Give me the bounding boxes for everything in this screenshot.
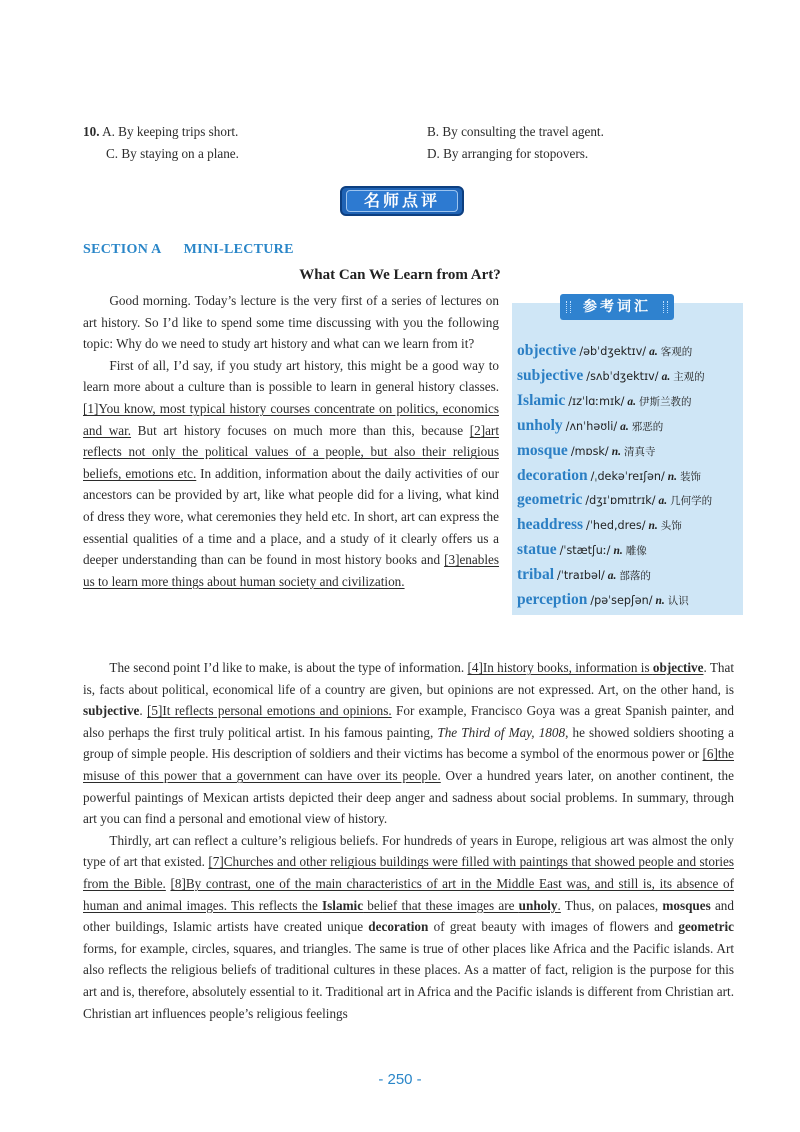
vocab-part-of-speech: n. xyxy=(613,545,623,558)
text-run: [4]In history books, information is xyxy=(467,660,653,675)
vocab-pronunciation: /ʌnˈhəʊli/ xyxy=(565,419,618,433)
text-run: . xyxy=(557,897,561,913)
vocab-item-unholy xyxy=(517,417,663,435)
answer-7: [7]Churches and other religious buildings were filled with paintings that showed people and stories from the Bible. xyxy=(83,854,734,891)
text-run: For example, Francisco Goya was a great Spanish painter, and also perhaps the first truly political artist. In his famous painting, xyxy=(83,703,734,740)
vocab-meaning: 伊斯兰教的 xyxy=(639,395,692,408)
vocab-part-of-speech: n. xyxy=(611,445,621,458)
section-banner xyxy=(340,186,464,216)
answer-5: [5]It reflects personal emotions and opinions. xyxy=(147,703,392,719)
vocab-pronunciation: /sʌbˈdʒektɪv/ xyxy=(586,369,659,383)
text-run: Over a hundred years later, on another continent, the powerful paintings of Mexican artists depicted their deep anger and sadness about social problems. In summary, through art you can find a personal and emotional view of history. xyxy=(83,767,734,827)
lecture-title: What Can We Learn from Art? xyxy=(299,267,501,283)
paragraph-4 xyxy=(83,830,734,1024)
option-b: B. By consulting the travel agent. xyxy=(427,124,604,139)
painting-title: The Third of May, 1808 xyxy=(437,724,566,740)
vocab-word: decoration xyxy=(517,466,588,484)
vocab-meaning: 雕像 xyxy=(625,545,647,558)
section-label: SECTION A xyxy=(83,242,162,257)
keyword-unholy: unholy xyxy=(518,897,558,913)
vocab-item-objective xyxy=(517,342,692,360)
option-c: C. By staying on a plane. xyxy=(106,146,239,161)
text-run: belief that these images are xyxy=(363,897,519,913)
page-number: - 250 - xyxy=(378,1071,422,1088)
vocab-pronunciation: /əbˈdʒektɪv/ xyxy=(579,345,647,358)
vocabulary-box xyxy=(512,299,743,615)
answer-6: [6]the misuse of this power that a government can have over its people. xyxy=(83,746,734,783)
vocab-part-of-speech: a. xyxy=(649,346,658,358)
keyword-objective: objective xyxy=(652,660,704,675)
main-text xyxy=(83,657,734,1024)
text-run: [8]By contrast, one of the main characteristics of art in the Middle East was, and still is, its absence of human and animal images. This reflects the xyxy=(83,875,734,913)
vocab-pronunciation: /ɪzˈlɑːmɪk/ xyxy=(568,394,625,408)
vocab-word: perception xyxy=(517,591,588,608)
vocab-pronunciation: /mɒsk/ xyxy=(570,444,609,458)
vocab-word: mosque xyxy=(517,441,568,459)
vocab-item-headdress xyxy=(517,516,682,534)
vocab-pronunciation: /ˈtraɪbəl/ xyxy=(557,569,605,583)
vocab-word: statue xyxy=(517,541,557,559)
text-run: . That is, facts about political, economical life of a country are given, but opinions are not expressed. Art, on the other hand, is xyxy=(83,660,734,697)
option-a: A. By keeping trips short. xyxy=(102,124,239,139)
text-run: , he showed soldiers shooting a group of simple people. His description of soldiers and their victims has become a symbol of the enormous power or xyxy=(83,724,734,762)
vocab-word: unholy xyxy=(517,416,563,434)
vocab-item-mosque xyxy=(517,442,655,460)
paragraph-2 xyxy=(83,355,499,593)
keyword-mosques: mosques xyxy=(662,897,711,913)
intro-column xyxy=(83,290,499,592)
vocab-part-of-speech: n. xyxy=(648,520,658,533)
vocab-meaning: 清真寺 xyxy=(623,445,656,458)
text-run: In addition, information about the daily activities of our ancestors can be provided by art, like what people did for a living, what kind of dress they wore, what ceremonies they held etc. In short, art can express the essential qualities of a time and a place, and a study of it clearly offers us a deeper understanding than can be found in most history books and xyxy=(83,465,500,568)
section-heading xyxy=(83,242,294,258)
vocab-word: tribal xyxy=(517,566,555,584)
vocab-part-of-speech: n. xyxy=(667,470,678,483)
vocab-item-perception xyxy=(517,591,689,609)
vocab-meaning: 邪恶的 xyxy=(631,420,664,433)
keyword-decoration: decoration xyxy=(368,919,429,935)
vocab-word: Islamic xyxy=(517,391,566,409)
keyword-subjective: subjective xyxy=(83,703,140,719)
vocab-meaning: 认识 xyxy=(667,595,689,607)
vocab-part-of-speech: n. xyxy=(655,595,665,607)
option-d: D. By arranging for stopovers. xyxy=(427,146,589,161)
answer-1: [1]You know, most typical history courses concentrate on politics, economics and war. xyxy=(83,400,499,438)
paragraph-3 xyxy=(83,657,734,830)
banner-label: 名师点评 xyxy=(346,190,458,212)
vocab-part-of-speech: a. xyxy=(661,370,671,383)
answer-3: [3]enables us to learn more things about human society and civilization. xyxy=(83,552,499,589)
text-run: of great beauty with images of flowers and xyxy=(428,919,679,935)
vocab-item-tribal xyxy=(517,566,651,584)
vocab-word: subjective xyxy=(517,366,584,384)
vocab-meaning: 装饰 xyxy=(680,470,702,483)
vocab-meaning: 主观的 xyxy=(673,370,705,383)
answer-2: [2]art reflects not only the political values of a people, but also their religious beliefs, emotions etc. xyxy=(83,422,499,481)
vocab-part-of-speech: a. xyxy=(620,420,629,433)
keyword-geometric: geometric xyxy=(678,919,734,935)
vocab-word: objective xyxy=(517,342,577,359)
vocab-pronunciation: /ˌdekəˈreɪʃən/ xyxy=(590,469,665,483)
text-run: . xyxy=(139,703,148,719)
vocab-item-geometric xyxy=(517,491,712,509)
text-run: Thirdly, art can reflect a culture’s religious beliefs. For hundreds of years in Europe, religious art was almost the only type of art that existed. xyxy=(83,832,734,870)
vocab-meaning: 几何学的 xyxy=(670,495,713,508)
vocab-pronunciation: /pəˈsepʃən/ xyxy=(590,594,653,607)
option-line-1 xyxy=(83,122,238,142)
question-number: 10. xyxy=(83,124,100,139)
vocab-pronunciation: /ˈhed,dres/ xyxy=(586,519,646,533)
vocab-pronunciation: /ˈstætʃuː/ xyxy=(559,544,611,558)
vocab-meaning: 头饰 xyxy=(660,520,682,533)
paragraph-1: Good morning. Today’s lecture is the very first of a series of lectures on art history. So I’d like to spend some time discussing with you the following topic: Why do we need to study art history and what can we learn from it? xyxy=(83,293,499,352)
vocab-meaning: 客观的 xyxy=(660,346,693,358)
vocab-item-decoration xyxy=(517,467,701,485)
vocab-item-subjective xyxy=(517,367,705,385)
text-run: The second point I’d like to make, is about the type of information. xyxy=(109,660,468,675)
text-run: But art history focuses on much more than this, because xyxy=(131,422,470,438)
vocab-part-of-speech: a. xyxy=(658,495,668,508)
vocab-word: geometric xyxy=(517,491,583,509)
vocab-word: headdress xyxy=(517,516,584,534)
text-run: First of all, I’d say, if you study art history, this might be a good way to learn more about a culture than is possible to learn in general history classes. xyxy=(83,357,499,395)
vocab-part-of-speech: a. xyxy=(627,395,636,408)
vocab-item-statue xyxy=(517,541,647,559)
vocab-pronunciation: /dʒɪˈɒmɪtrɪk/ xyxy=(585,494,656,508)
vocab-meaning: 部落的 xyxy=(619,570,651,583)
answer-4 xyxy=(467,660,703,675)
vocab-part-of-speech: a. xyxy=(607,570,617,583)
text-run: and other buildings, Islamic artists have created unique xyxy=(83,897,734,935)
vocabulary-title: 参考词汇 xyxy=(560,294,674,320)
text-run: Thus, on palaces, xyxy=(560,897,663,913)
vocab-item-islamic xyxy=(517,392,692,410)
text-run: forms, for example, circles, squares, and triangles. The same is true of other places like Africa and the Pacific islands. Art also reflects the religious beliefs of traditional cultures in these places. As a matter of fact, religion is the purpose for this art and is, therefore, absolutely essential to it. Traditional art in Africa and the Pacific islands is different from Christian art. Christian art influences people’s religious feelings xyxy=(83,940,734,1021)
keyword-islamic: Islamic xyxy=(322,897,364,913)
section-name: MINI-LECTURE xyxy=(183,242,294,257)
